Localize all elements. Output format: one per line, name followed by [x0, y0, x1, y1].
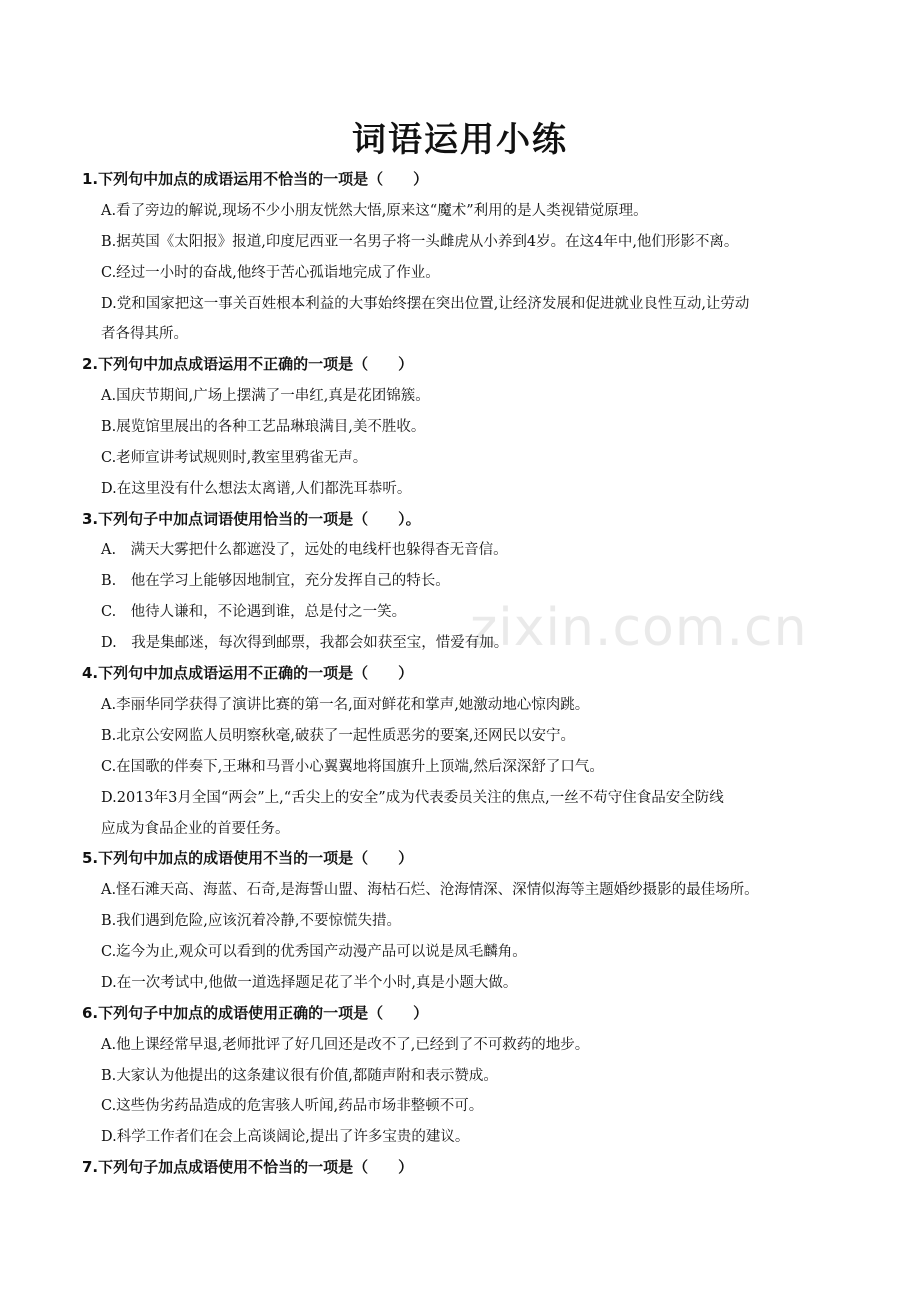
question-6-stem: 6.下列句子中加点的成语使用正确的一项是（ ）	[82, 1004, 429, 1022]
question-2-stem: 2.下列句中加点成语运用不正确的一项是（ ）	[82, 355, 414, 373]
question-3-option-a: A. 满天大雾把什么都遮没了，远处的电线杆也躲得杳无音信。	[101, 542, 508, 558]
question-1-option-b: B.据英国《太阳报》报道,印度尼西亚一名男子将一头雌虎从小养到4岁。在这4年中,他们形影不离。	[101, 234, 739, 250]
question-4-option-c: C.在国歌的伴奏下,王琳和马晋小心翼翼地将国旗升上顶端,然后深深舒了口气。	[101, 759, 604, 775]
question-2-option-a: A.国庆节期间,广场上摆满了一串红,真是花团锦簇。	[101, 388, 430, 404]
question-6-option-a: A.他上课经常早退,老师批评了好几回还是改不了,已经到了不可救药的地步。	[101, 1037, 590, 1053]
question-5-option-c: C.迄今为止,观众可以看到的优秀国产动漫产品可以说是凤毛麟角。	[101, 944, 527, 960]
question-4-option-d: D.2013年3月全国“两会”上,“舌尖上的安全”成为代表委员关注的焦点,一丝不苟守住食品安全防线	[101, 790, 724, 806]
question-2-option-b: B.展览馆里展出的各种工艺品琳琅满目,美不胜收。	[101, 419, 426, 435]
question-1-option-d-cont: 者各得其所。	[101, 326, 188, 342]
watermark: zixin.com.cn	[470, 598, 808, 658]
question-3-option-b: B. 他在学习上能够因地制宜，充分发挥自己的特长。	[101, 573, 450, 589]
question-1-option-a: A.看了旁边的解说,现场不少小朋友恍然大悟,原来这“魔术”利用的是人类视错觉原理。	[101, 203, 648, 219]
question-4-stem: 4.下列句中加点成语运用不正确的一项是（ ）	[82, 664, 414, 682]
question-6-option-b: B.大家认为他提出的这条建议很有价值,都随声附和表示赞成。	[101, 1068, 498, 1084]
question-5-option-b: B.我们遇到危险,应该沉着冷静,不要惊慌失措。	[101, 913, 401, 929]
question-6-option-c: C.这些伪劣药品造成的危害骇人听闻,药品市场非整顿不可。	[101, 1098, 484, 1114]
question-3-option-c: C. 他待人谦和，不论遇到谁，总是付之一笑。	[101, 604, 407, 620]
question-5-option-d: D.在一次考试中,他做一道选择题足花了半个小时,真是小题大做。	[101, 975, 518, 991]
question-4-option-b: B.北京公安网监人员明察秋毫,破获了一起性质恶劣的要案,还网民以安宁。	[101, 728, 575, 744]
question-6-option-d: D.科学工作者们在会上高谈阔论,提出了许多宝贵的建议。	[101, 1129, 470, 1145]
question-2-option-c: C.老师宣讲考试规则时,教室里鸦雀无声。	[101, 450, 368, 466]
question-5-option-a: A.怪石滩天高、海蓝、石奇,是海誓山盟、海枯石烂、沧海情深、深情似海等主题婚纱摄影的最佳场所。	[101, 882, 759, 898]
question-4-option-a: A.李丽华同学获得了演讲比赛的第一名,面对鲜花和掌声,她激动地心惊肉跳。	[101, 697, 590, 713]
question-3-stem: 3.下列句子中加点词语使用恰当的一项是（ ）。	[82, 510, 421, 528]
page-title: 词语运用小练	[352, 120, 568, 160]
question-3-option-d: D. 我是集邮迷，每次得到邮票，我都会如获至宝，惜爱有加。	[101, 635, 509, 651]
question-4-option-d-cont: 应成为食品企业的首要任务。	[101, 821, 290, 837]
question-5-stem: 5.下列句中加点的成语使用不当的一项是（ ）	[82, 849, 414, 867]
question-2-option-d: D.在这里没有什么想法太离谱,人们都洗耳恭听。	[101, 481, 412, 497]
question-1-option-c: C.经过一小时的奋战,他终于苦心孤诣地完成了作业。	[101, 265, 440, 281]
question-7-stem: 7.下列句子加点成语使用不恰当的一项是（ ）	[82, 1158, 414, 1176]
question-1-option-d: D.党和国家把这一事关百姓根本利益的大事始终摆在突出位置,让经济发展和促进就业良性互动,让劳动	[101, 296, 750, 312]
question-1-stem: 1.下列句中加点的成语运用不恰当的一项是（ ）	[82, 170, 429, 188]
